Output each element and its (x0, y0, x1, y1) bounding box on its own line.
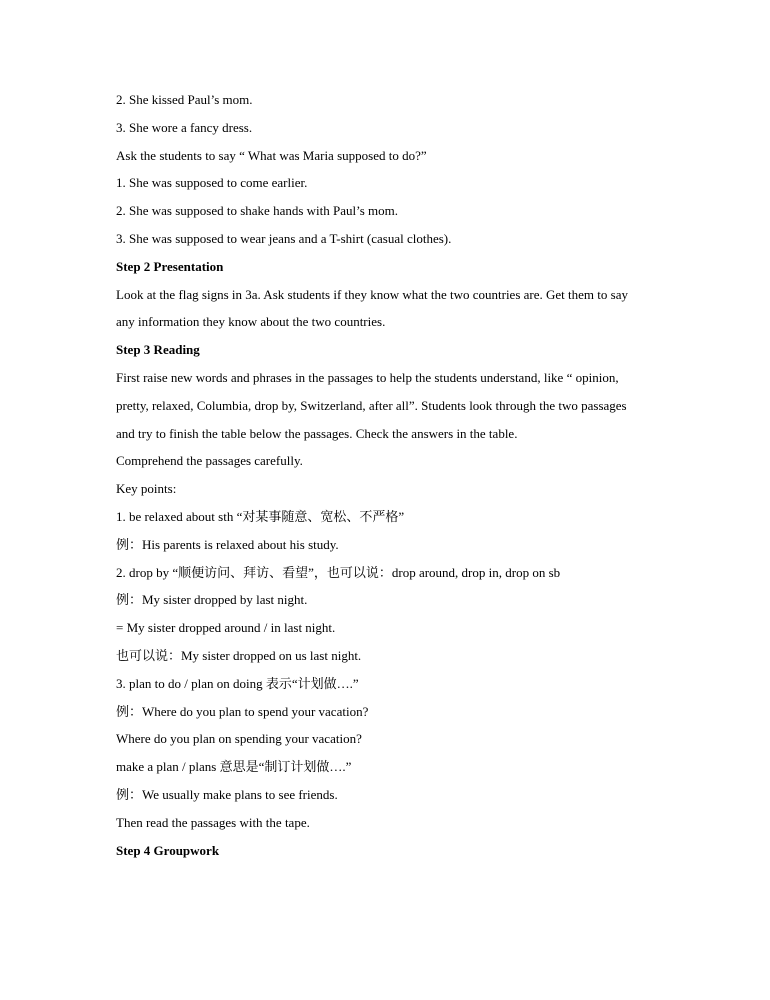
text-line: and try to finish the table below the passages. Check the answers in the table. (116, 425, 518, 441)
text-line: 也可以说：My sister dropped on us last night. (116, 647, 362, 663)
text-line: 1. be relaxed about sth “对某事随意、宽松、不严格” (116, 508, 405, 524)
text-line: 2. She was supposed to shake hands with Paul’s mom. (116, 203, 399, 219)
section-heading: Step 3 Reading (116, 342, 200, 358)
text-line: 例：Where do you plan to spend your vacation? (116, 703, 369, 719)
text-line: 例：My sister dropped by last night. (116, 592, 308, 608)
text-line: 2. She kissed Paul’s mom. (116, 92, 253, 107)
document-body (116, 89, 676, 867)
section-heading: Step 2 Presentation (116, 258, 224, 274)
text-line: Ask the students to say “ What was Maria supposed to do?” (116, 147, 427, 163)
text-line: 3. plan to do / plan on doing 表示“计划做….” (116, 675, 359, 691)
text-line: Comprehend the passages carefully. (116, 453, 303, 469)
text-line: make a plan / plans 意思是“制订计划做….” (116, 759, 352, 775)
text-line: 3. She was supposed to wear jeans and a T-shirt (casual clothes). (116, 230, 452, 246)
text-line: 2. drop by “顺便访问、拜访、看望”，也可以说：drop around, drop in, drop on sb (116, 564, 561, 580)
text-line: Key points: (116, 481, 177, 497)
section-heading: Step 4 Groupwork (116, 842, 220, 858)
text-line: 例：His parents is relaxed about his study. (116, 536, 339, 552)
text-line: Look at the flag signs in 3a. Ask students if they know what the two countries are. Get them to say (116, 286, 628, 302)
text-line: First raise new words and phrases in the passages to help the students understand, like “ opinion, (116, 369, 619, 385)
text-line: 1. She was supposed to come earlier. (116, 175, 308, 191)
text-line: Then read the passages with the tape. (116, 814, 310, 830)
text-line: 例：We usually make plans to see friends. (116, 786, 338, 802)
text-line: = My sister dropped around / in last night. (116, 620, 336, 636)
text-line: pretty, relaxed, Columbia, drop by, Switzerland, after all”. Students look through the two passages (116, 397, 627, 413)
text-line: Where do you plan on spending your vacation? (116, 731, 362, 747)
text-line: 3. She wore a fancy dress. (116, 119, 253, 135)
text-line: any information they know about the two countries. (116, 314, 386, 330)
